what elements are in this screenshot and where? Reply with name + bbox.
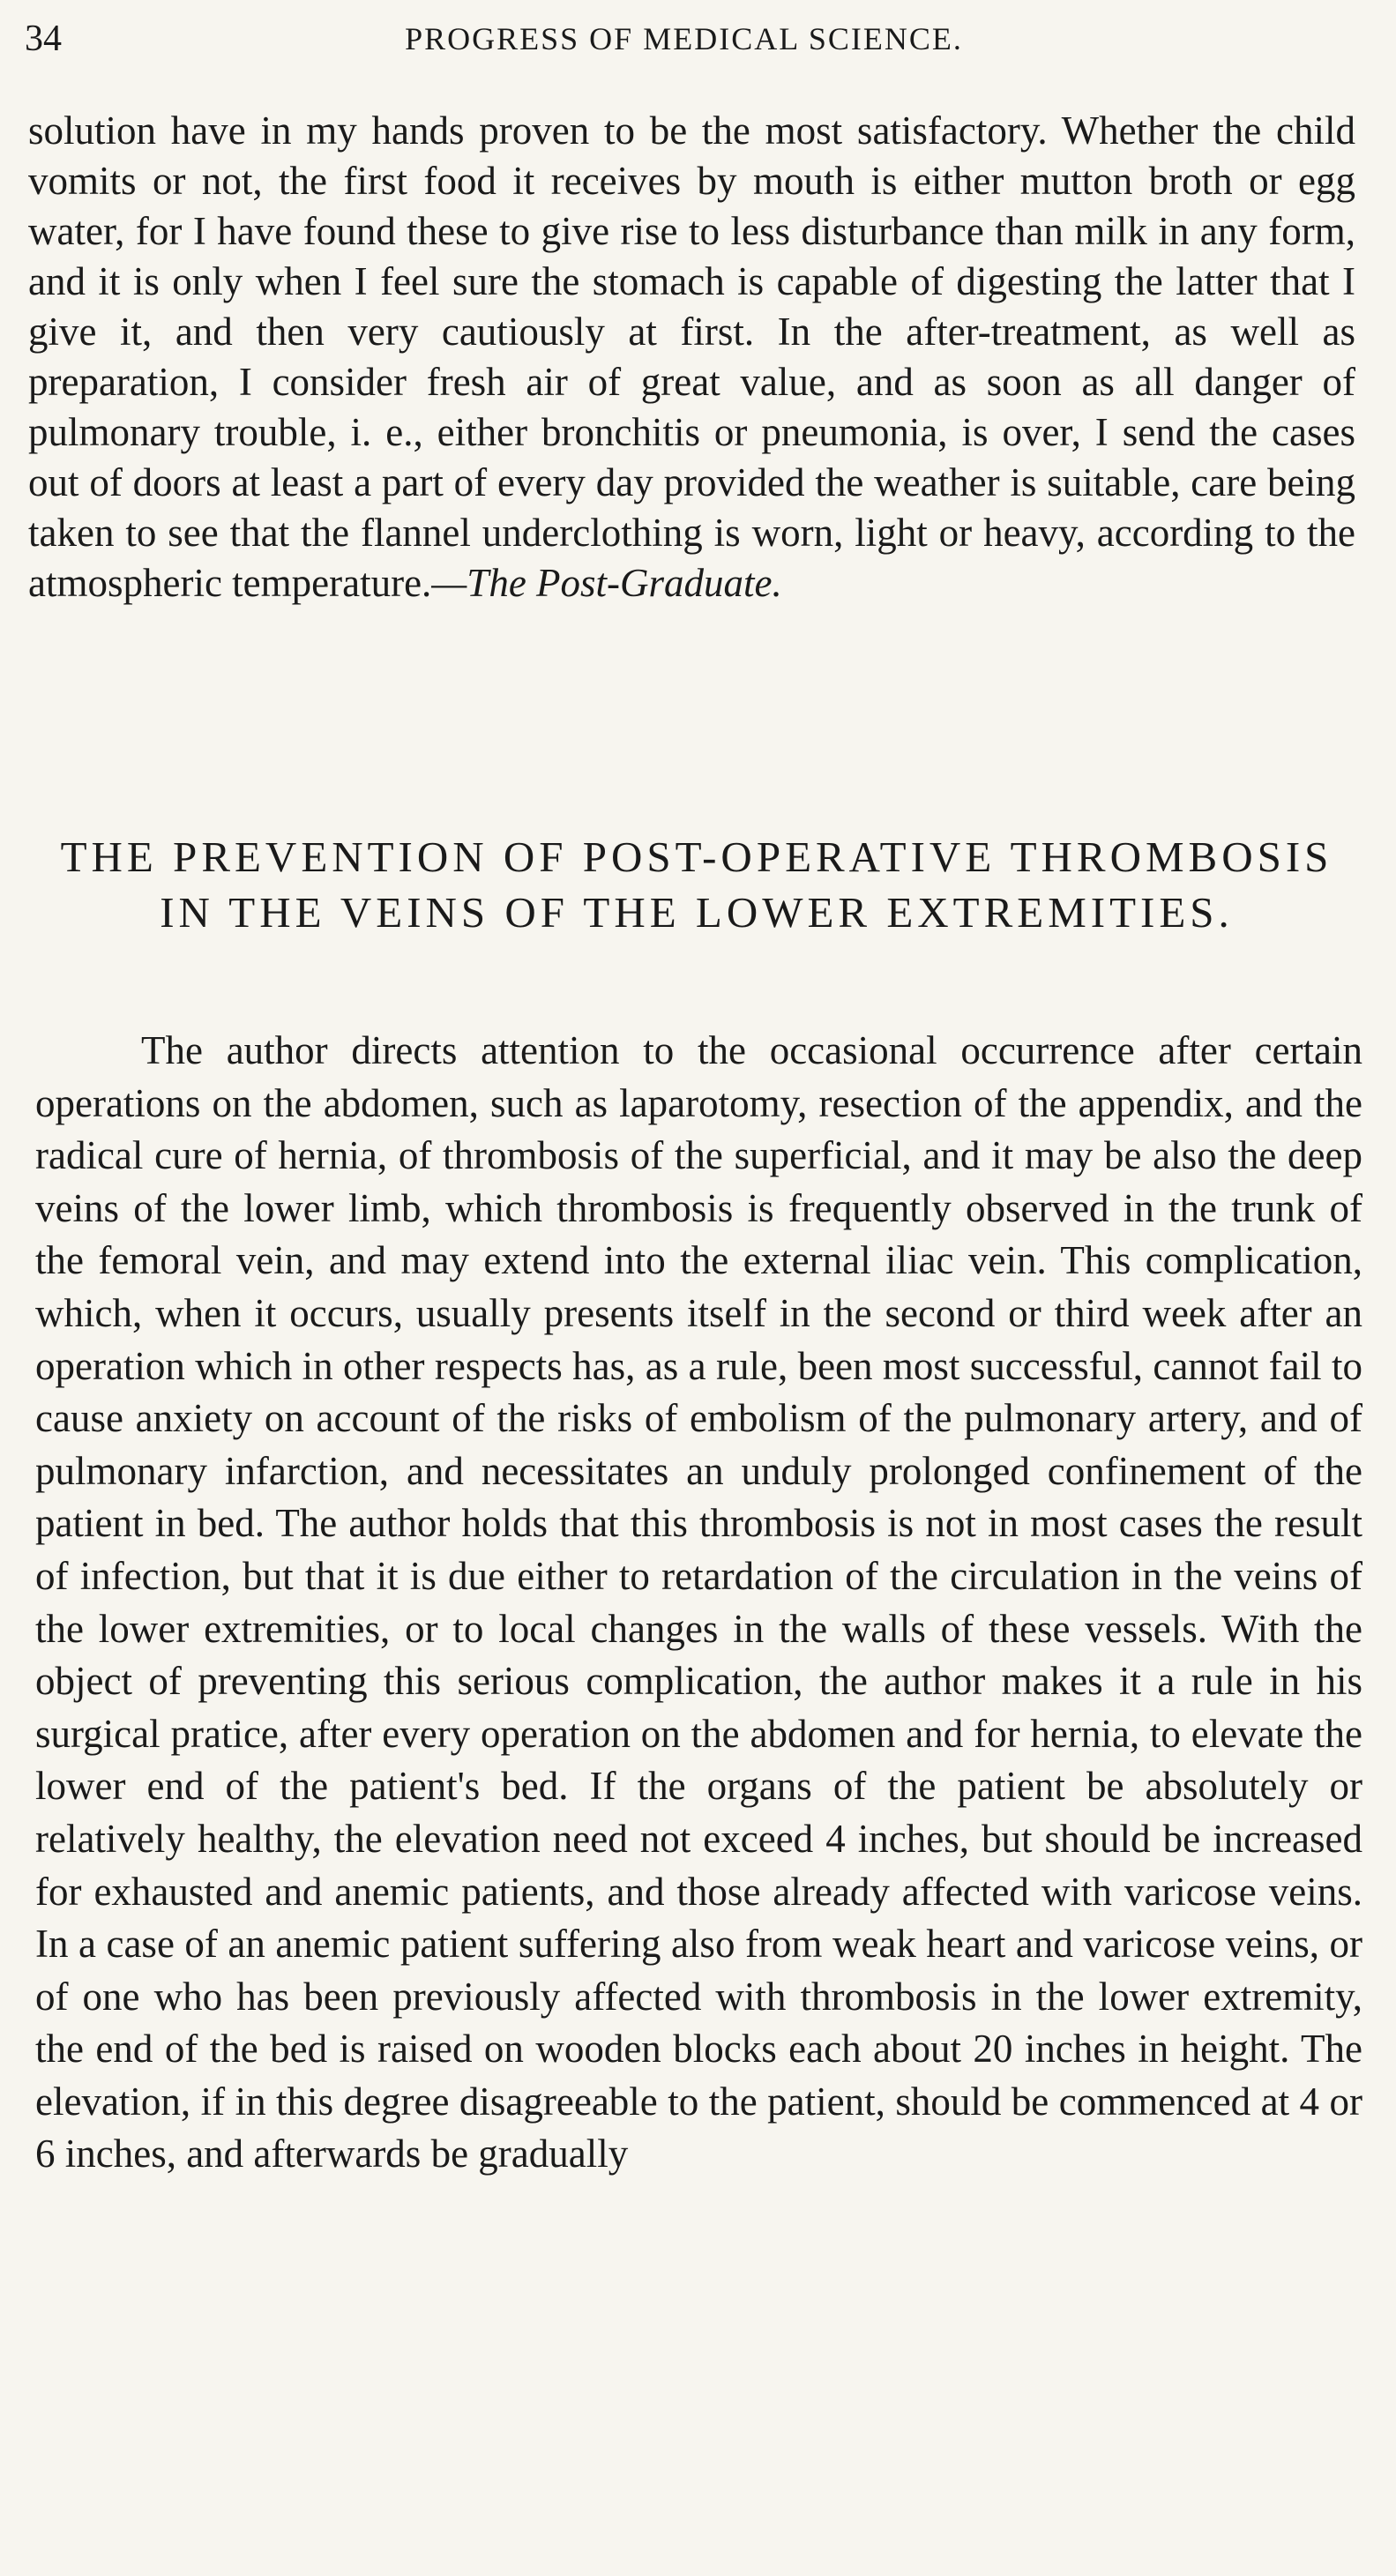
article-body: The author directs attention to the occasional occurrence after certain operations on the abdomen, such as laparotomy, resection of the appendix, and the radical cure of hernia, of thrombosis of the superficial, and it may be also the deep veins of the lower limb, which thrombosis is frequently observed in the trunk of the femoral vein, and may extend into the external iliac vein. This complication, which, when it occurs, usually presents itself in the second or third week after an operation which in other respects has, as a rule, been most successful, cannot fail to cause anxiety on account of the risks of embolism of the pulmonary artery, and of pulmonary infarction, and necessitates an unduly prolonged confinement of the patient in bed. The author holds that this thrombosis is not in most cases the result of infection, but that it is due either to retardation of the circulation in the veins of the lower extremities, or to local changes in the walls of these vessels. With the object of preventing this serious complication, the author makes it a rule in his surgical pratice, after every operation on the abdomen and for hernia, to elevate the lower end of the patient's bed. If the organs of the patient be absolutely or relatively healthy, the elevation need not exceed 4 inches, but should be increased for exhausted and anemic patients, and those already affected with varicose veins. In a case of an anemic patient suffering also from weak heart and varicose veins, or of one who has been previously affected with thrombosis in the lower extremity, the end of the bed is raised on wooden blocks each about 20 inches in height. The elevation, if in this degree disagreeable to the patient, should be commenced at 4 or 6 inches, and afterwards be gradually bbox=[35, 1028, 1362, 2177]
article-title: THE PREVENTION OF POST-OPERATIVE THROMBOSIS IN THE VEINS OF THE LOWER EXTREMITIES. bbox=[60, 833, 1333, 937]
running-header bbox=[25, 16, 1343, 62]
continued-paragraph-text: solution have in my hands proven to be the most satisfactory. Whether the child vomits or not, the first food it receives by mouth is either mutton broth or egg water, for I have found these to give rise to less disturbance than milk in any form, and it is only when I feel sure the stomach is capable of digesting the latter that I give it, and then very cautiously at first. In the after-treatment, as well as preparation, I consider fresh air of great value, and as soon as all danger of pulmonary trouble, i. e., either bronchitis or pneumonia, is over, I send the cases out of doors at least a part of every day provided the weather is suitable, care being taken to see that the flannel underclothing is worn, light or heavy, according to the atmospheric temperature. bbox=[28, 108, 1355, 605]
running-title: PROGRESS OF MEDICAL SCIENCE. bbox=[405, 21, 963, 56]
source-citation: —The Post-Graduate. bbox=[431, 561, 782, 605]
page-number: 34 bbox=[25, 19, 62, 59]
continued-paragraph bbox=[28, 106, 1355, 609]
